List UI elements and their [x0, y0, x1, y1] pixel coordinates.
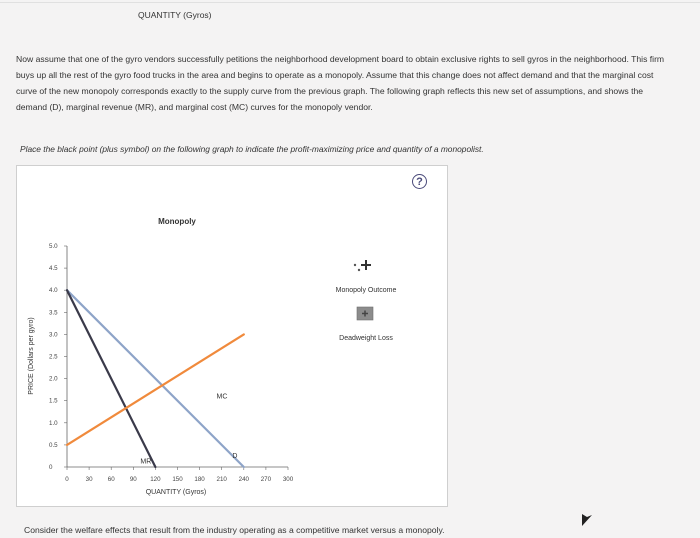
chart-title: Monopoly: [158, 217, 196, 226]
x-tick-label: 0: [65, 476, 69, 483]
x-tick-label: 30: [85, 476, 93, 483]
y-tick-label: 5.0: [49, 243, 58, 250]
footer-question: Consider the welfare effects that result from the industry operating as a competitive market versus a monopoly.: [24, 525, 445, 535]
monopoly-outcome-dot-icon: [354, 264, 356, 266]
mouse-cursor-icon: [580, 512, 594, 528]
y-tick-label: 4.0: [49, 287, 58, 295]
curve-label-mr: MR: [140, 458, 152, 466]
intro-paragraph: Now assume that one of the gyro vendors successfully petitions the neighborhood development board to obtain exclusive rights to sell gyros in the neighborhood. This firm buys up all the rest of the gyro food trucks in the area and begins to operate as a monopoly. Assume that this change does not affect demand and that the marginal cost curve of the new monopoly corresponds exactly to the supply curve from the previous graph. The following graph reflects this new set of assumptions, and shows the demand (D), marginal revenue (MR), and marginal cost (MC) curves for the monopoly vendor.: [16, 54, 665, 112]
y-tick-label: 3.0: [49, 331, 58, 339]
x-tick-label: 180: [194, 476, 205, 483]
y-tick-label: 0: [49, 464, 53, 471]
curve-label-d: D: [232, 453, 238, 461]
y-tick-label: 1.0: [49, 419, 58, 427]
x-tick-label: 60: [107, 476, 115, 483]
y-tick-label: 0.5: [49, 441, 58, 449]
curve-mr: [67, 290, 155, 467]
y-axis-ticks: [49, 243, 67, 471]
monopoly-outcome-label: Monopoly Outcome: [335, 287, 397, 294]
x-tick-label: 270: [260, 476, 272, 483]
y-tick-label: 2.0: [49, 375, 58, 383]
previous-graph-axis-title: QUANTITY (Gyros): [138, 10, 212, 20]
deadweight-loss-label: Deadweight Loss: [339, 335, 393, 342]
curve-label-mc: MC: [216, 393, 228, 401]
help-icon[interactable]: ?: [412, 174, 427, 189]
x-axis-label: QUANTITY (Gyros): [145, 489, 207, 496]
y-tick-label: 4.5: [49, 265, 58, 273]
curve-d: [67, 290, 244, 467]
y-axis-label: PRICE (Dollars per gyro): [28, 317, 35, 395]
x-tick-label: 90: [129, 476, 137, 483]
x-axis-ticks: [65, 467, 293, 483]
x-tick-label: 300: [282, 476, 294, 483]
instruction-text: Place the black point (plus symbol) on the following graph to indicate the profit-maximizing price and quantity of a monopolist.: [20, 144, 484, 154]
y-tick-label: 3.5: [49, 309, 58, 317]
monopoly-outcome-tool[interactable]: [354, 260, 371, 271]
x-tick-label: 120: [150, 476, 161, 483]
y-tick-label: 1.5: [49, 397, 58, 405]
curve-mc: [67, 334, 244, 445]
monopoly-outcome-dot-icon-2: [358, 269, 360, 271]
deadweight-loss-tool[interactable]: [357, 307, 373, 320]
y-tick-label: 2.5: [49, 353, 58, 361]
x-tick-label: 240: [238, 476, 249, 483]
curves: [67, 290, 244, 467]
x-tick-label: 150: [172, 476, 183, 483]
x-tick-label: 210: [216, 476, 227, 483]
curve-labels: [140, 393, 237, 465]
